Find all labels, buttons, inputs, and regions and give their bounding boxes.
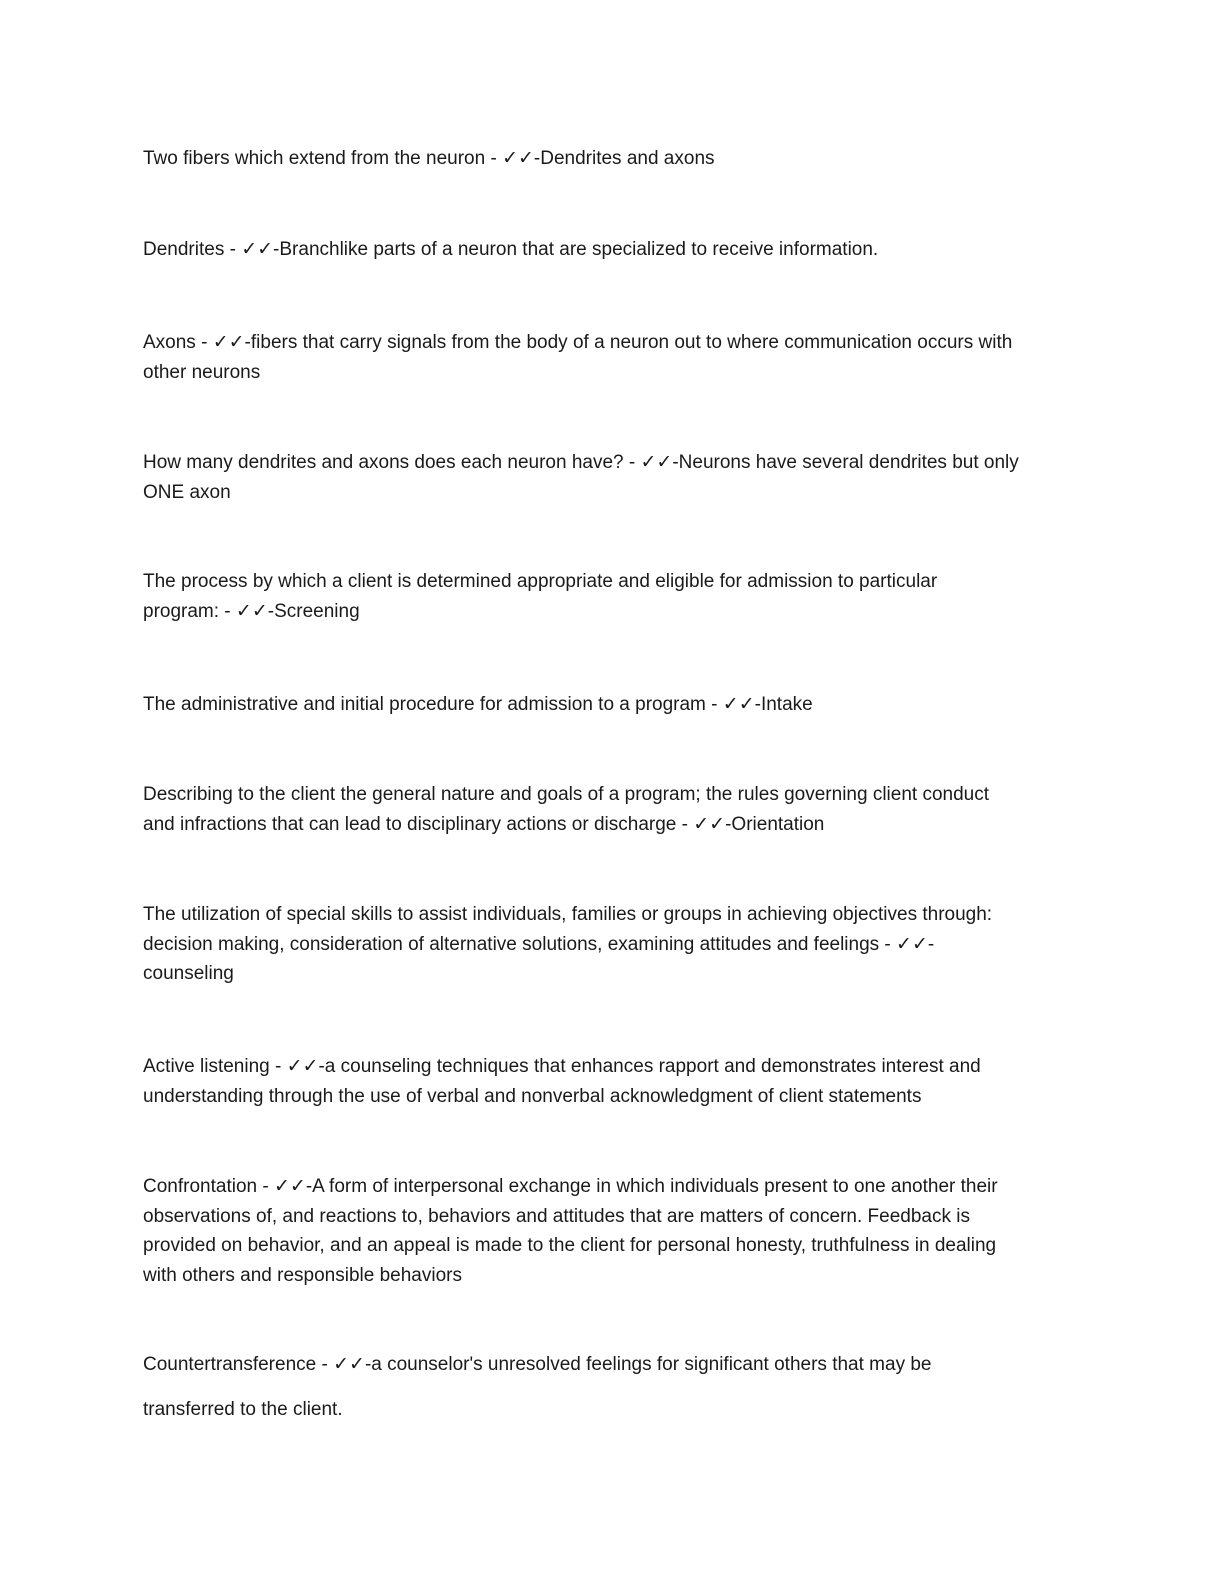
entry-text-line: program: - ✓✓-Screening bbox=[143, 599, 360, 622]
entry-text-line: Axons - ✓✓-fibers that carry signals from the body of a neuron out to where communication occurs with bbox=[143, 331, 1013, 353]
entry-text-line: ONE axon bbox=[143, 481, 231, 503]
double-check-icon: ✓✓ bbox=[241, 238, 274, 260]
entry-text-line: observations of, and reactions to, behaviors and attitudes that are matters of concern. Feedback is bbox=[143, 1205, 970, 1227]
entry-text-line: Countertransference - ✓✓-a counselor's unresolved feelings for significant others that may be bbox=[143, 1353, 932, 1375]
double-check-icon: ✓✓ bbox=[502, 147, 534, 169]
entry-text-line: other neurons bbox=[143, 361, 261, 383]
double-check-icon: ✓✓ bbox=[693, 812, 726, 835]
flashcard-entry-orientation bbox=[143, 780, 1083, 839]
entry-text-line: How many dendrites and axons does each neuron have? - ✓✓-Neurons have several dendrites but only bbox=[143, 451, 1019, 473]
entry-text-line: Confrontation - ✓✓-A form of interpersonal exchange in which individuals present to one another their bbox=[143, 1175, 998, 1197]
flashcard-entry-active-listening bbox=[143, 1052, 1083, 1111]
entry-text-line: counseling bbox=[143, 963, 234, 984]
entry-text-line: Dendrites - ✓✓-Branchlike parts of a neuron that are specialized to receive information. bbox=[143, 238, 879, 260]
flashcard-entry-dendrites bbox=[143, 235, 1083, 265]
double-check-icon: ✓✓ bbox=[235, 599, 268, 622]
entry-text-line: The utilization of special skills to assist individuals, families or groups in achieving objectives through: bbox=[143, 904, 993, 925]
flashcard-entry-neuron-fibers bbox=[143, 144, 1083, 174]
flashcard-entry-intake bbox=[143, 690, 1083, 720]
flashcard-entry-axons bbox=[143, 328, 1083, 387]
double-check-icon: ✓✓ bbox=[212, 331, 245, 353]
entry-text-line: with others and responsible behaviors bbox=[143, 1264, 462, 1286]
entry-text-line: Describing to the client the general nature and goals of a program; the rules governing client conduct bbox=[143, 784, 990, 805]
flashcard-entry-confrontation bbox=[143, 1172, 1083, 1290]
entry-text-line: and infractions that can lead to disciplinary actions or discharge - ✓✓-Orientation bbox=[143, 812, 825, 835]
entry-text-line: Active listening - ✓✓-a counseling techniques that enhances rapport and demonstrates interest and bbox=[143, 1055, 981, 1077]
entry-text-line: The process by which a client is determined appropriate and eligible for admission to particular bbox=[143, 571, 938, 592]
entry-text-line: provided on behavior, and an appeal is made to the client for personal honesty, truthfulness in dealing bbox=[143, 1235, 997, 1256]
double-check-icon: ✓✓ bbox=[286, 1055, 319, 1077]
entry-text-line: The administrative and initial procedure for admission to a program - ✓✓-Intake bbox=[143, 693, 813, 715]
double-check-icon: ✓✓ bbox=[333, 1353, 365, 1375]
double-check-icon: ✓✓ bbox=[896, 932, 928, 955]
entry-text-line: Two fibers which extend from the neuron - ✓✓-Dendrites and axons bbox=[143, 147, 715, 169]
flashcard-entry-screening bbox=[143, 567, 1083, 626]
flashcard-entry-dendrites-axons-count bbox=[143, 448, 1083, 507]
flashcard-entry-counseling bbox=[143, 900, 1083, 989]
entry-text-line: transferred to the client. bbox=[143, 1398, 343, 1420]
double-check-icon: ✓✓ bbox=[640, 451, 673, 473]
double-check-icon: ✓✓ bbox=[722, 693, 755, 715]
entry-text-line: decision making, consideration of alternative solutions, examining attitudes and feelings - ✓✓- bbox=[143, 932, 935, 955]
flashcard-entry-countertransference bbox=[143, 1350, 1083, 1424]
double-check-icon: ✓✓ bbox=[273, 1175, 306, 1197]
entry-text-line: understanding through the use of verbal and nonverbal acknowledgment of client statements bbox=[143, 1085, 922, 1107]
